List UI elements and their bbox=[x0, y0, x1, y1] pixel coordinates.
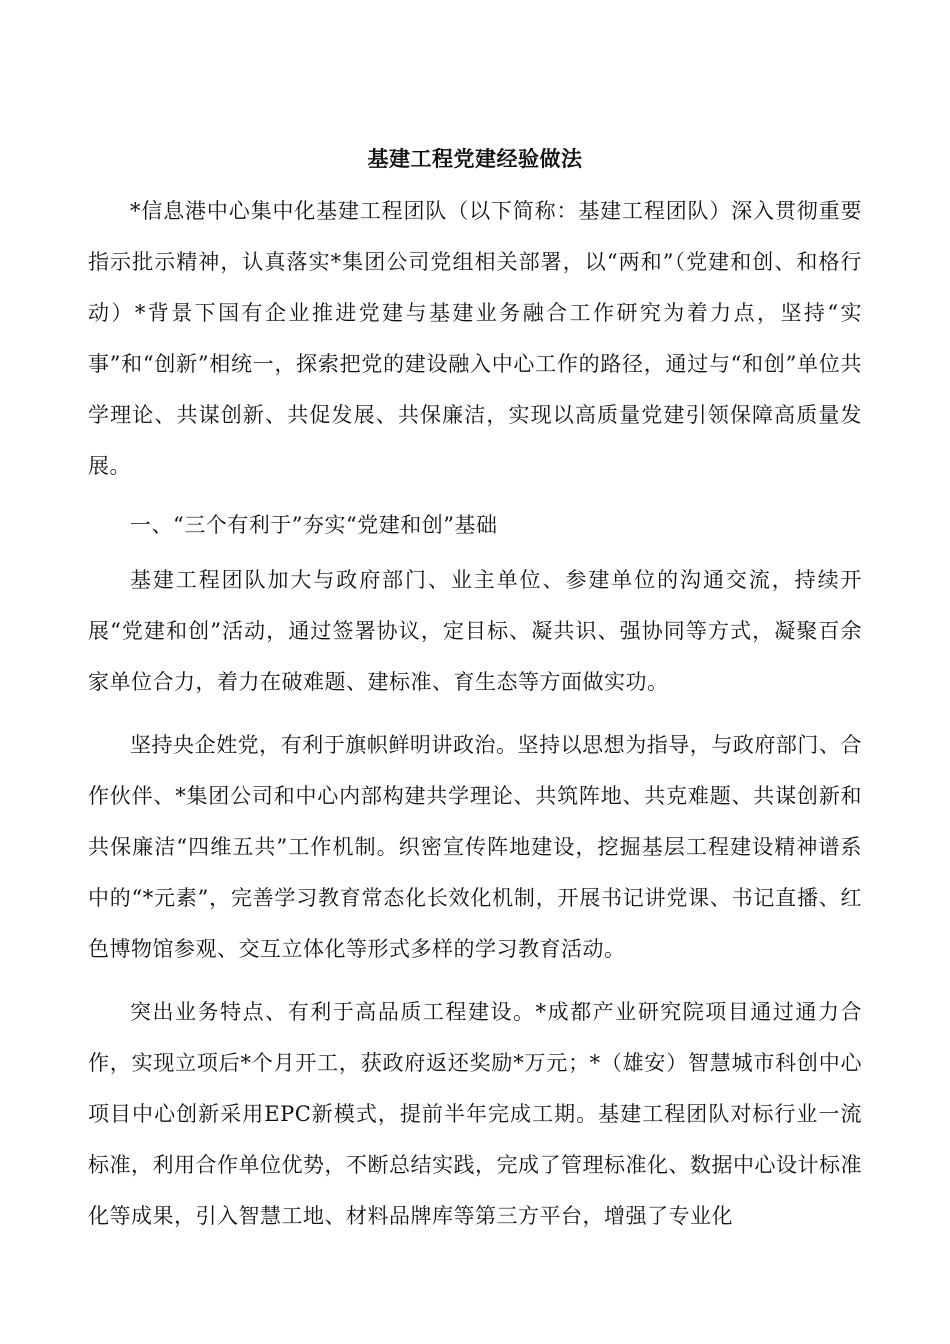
body-paragraph: 基建工程团队加大与政府部门、业主单位、参建单位的沟通交流，持续开展“党建和创”活动，通过签署协议，定目标、凝共识、强协同等方式，凝聚百余家单位合力，着力在破难题、建标准、育生态等方面做实功。 bbox=[88, 568, 862, 694]
body-paragraph: 突出业务特点、有利于高品质工程建设。*成都产业研究院项目通过通力合作，实现立项后*个月开工，获政府返还奖励*万元；*（雄安）智慧城市科创中心项目中心创新采用EPC新模式，提前半年完成工期。基建工程团队对标行业一流标准，利用合作单位优势，不断总结实践，完成了管理标准化、数据中心设计标准化等成果，引入智慧工地、材料品牌库等第三方平台，增强了专业化 bbox=[88, 1000, 862, 1228]
document-title: 基建工程党建经验做法 bbox=[367, 146, 583, 171]
document-body bbox=[88, 138, 862, 1242]
section-heading: 一、“三个有利于”夯实“党建和创”基础 bbox=[130, 513, 498, 537]
body-paragraph: 坚持央企姓党，有利于旗帜鲜明讲政治。坚持以思想为指导，与政府部门、合作伙伴、*集团公司和中心内部构建共学理论、共筑阵地、共克难题、共谋创新和共保廉洁“四维五共”工作机制。织密宣传阵地建设，挖掘基层工程建设精神谱系中的“*元素”，完善学习教育常态化长效化机制，开展书记讲党课、书记直播、红色博物馆参观、交互立体化等形式多样的学习教育活动。 bbox=[88, 733, 862, 961]
intro-paragraph: *信息港中心集中化基建工程团队（以下简称：基建工程团队）深入贯彻重要指示批示精神，认真落实*集团公司党组相关部署，以“两和”（党建和创、和格行动）*背景下国有企业推进党建与基建业务融合工作研究为着力点，坚持“实事”和“创新”相统一，探索把党的建设融入中心工作的路径，通过与“和创”单位共学理论、共谋创新、共促发展、共保廉洁，实现以高质量党建引领保障高质量发展。 bbox=[88, 199, 862, 478]
